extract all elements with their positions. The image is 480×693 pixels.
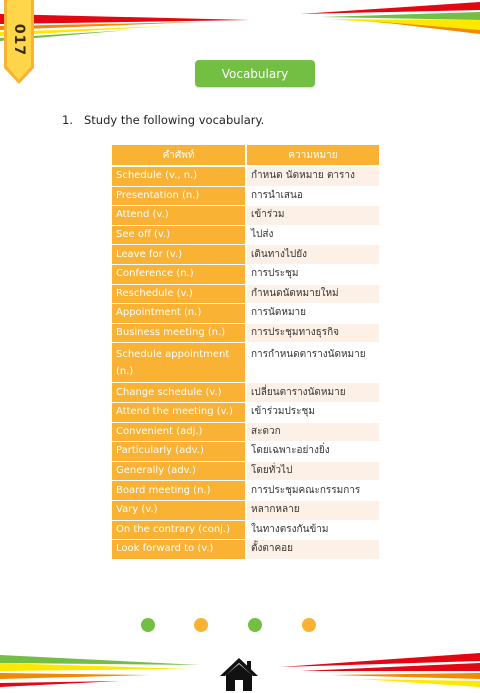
header-meaning: ความหมาย bbox=[246, 145, 379, 166]
table-header-row bbox=[112, 145, 379, 166]
meaning-cell: กำหนด นัดหมาย ตาราง bbox=[246, 166, 379, 186]
orange-dot-decoration bbox=[194, 618, 208, 632]
meaning-cell: การนำเสนอ bbox=[246, 186, 379, 206]
meaning-cell: การประชุม bbox=[246, 264, 379, 284]
table-row bbox=[112, 206, 379, 226]
orange-dot-decoration bbox=[302, 618, 316, 632]
header-stripes-decoration bbox=[0, 0, 480, 60]
green-dot-decoration bbox=[248, 618, 262, 632]
word-cell: Appointment (n.) bbox=[112, 304, 246, 324]
meaning-cell: สะดวก bbox=[246, 422, 379, 442]
table-row bbox=[112, 402, 379, 422]
meaning-cell: การประชุมทางธุรกิจ bbox=[246, 323, 379, 343]
word-cell: Reschedule (v.) bbox=[112, 284, 246, 304]
table-row bbox=[112, 166, 379, 186]
meaning-cell: หลากหลาย bbox=[246, 500, 379, 520]
word-cell: Attend (v.) bbox=[112, 206, 246, 226]
word-cell: See off (v.) bbox=[112, 225, 246, 245]
meaning-cell: โดยทั่วไป bbox=[246, 461, 379, 481]
word-cell: Conference (n.) bbox=[112, 264, 246, 284]
word-cell: Schedule appointment (n.) bbox=[112, 343, 246, 383]
meaning-cell: ตั้งตาคอย bbox=[246, 540, 379, 560]
header-word: คำศัพท์ bbox=[112, 145, 246, 166]
meaning-cell: ในทางตรงกันข้าม bbox=[246, 520, 379, 540]
table-row bbox=[112, 186, 379, 206]
table-row bbox=[112, 383, 379, 403]
word-cell: Attend the meeting (v.) bbox=[112, 402, 246, 422]
table-row bbox=[112, 481, 379, 501]
table-row bbox=[112, 540, 379, 560]
page-number: 017 bbox=[11, 23, 28, 57]
table-row bbox=[112, 442, 379, 462]
table-row bbox=[112, 343, 379, 383]
home-icon[interactable] bbox=[219, 656, 259, 692]
instruction-number: 1. bbox=[62, 113, 73, 127]
table-row bbox=[112, 225, 379, 245]
table-row bbox=[112, 422, 379, 442]
word-cell: Business meeting (n.) bbox=[112, 323, 246, 343]
vocabulary-badge: Vocabulary bbox=[195, 60, 315, 87]
word-cell: Presentation (n.) bbox=[112, 186, 246, 206]
table-row bbox=[112, 245, 379, 265]
table-row bbox=[112, 284, 379, 304]
meaning-cell: เดินทางไปยัง bbox=[246, 245, 379, 265]
meaning-cell: เปลี่ยนตารางนัดหมาย bbox=[246, 383, 379, 403]
instruction bbox=[62, 113, 264, 127]
table-row bbox=[112, 520, 379, 540]
table-row bbox=[112, 304, 379, 324]
word-cell: Change schedule (v.) bbox=[112, 383, 246, 403]
word-cell: Schedule (v., n.) bbox=[112, 166, 246, 186]
instruction-text: Study the following vocabulary. bbox=[84, 113, 265, 127]
meaning-cell: โดยเฉพาะอย่างยิ่ง bbox=[246, 442, 379, 462]
meaning-cell: การกำหนดตารางนัดหมาย bbox=[246, 343, 379, 383]
word-cell: Particularly (adv.) bbox=[112, 442, 246, 462]
word-cell: On the contrary (conj.) bbox=[112, 520, 246, 540]
word-cell: Board meeting (n.) bbox=[112, 481, 246, 501]
word-cell: Generally (adv.) bbox=[112, 461, 246, 481]
meaning-cell: กำหนดนัดหมายใหม่ bbox=[246, 284, 379, 304]
word-cell: Vary (v.) bbox=[112, 500, 246, 520]
page-number-tab bbox=[4, 0, 34, 86]
meaning-cell: เข้าร่วมประชุม bbox=[246, 402, 379, 422]
word-cell: Convenient (adj.) bbox=[112, 422, 246, 442]
meaning-cell: เข้าร่วม bbox=[246, 206, 379, 226]
table-row bbox=[112, 461, 379, 481]
table-row bbox=[112, 323, 379, 343]
meaning-cell: การนัดหมาย bbox=[246, 304, 379, 324]
green-dot-decoration bbox=[141, 618, 155, 632]
vocabulary-table bbox=[112, 145, 379, 560]
meaning-cell: การประชุมคณะกรรมการ bbox=[246, 481, 379, 501]
table-row bbox=[112, 500, 379, 520]
word-cell: Look forward to (v.) bbox=[112, 540, 246, 560]
meaning-cell: ไปส่ง bbox=[246, 225, 379, 245]
word-cell: Leave for (v.) bbox=[112, 245, 246, 265]
table-row bbox=[112, 264, 379, 284]
